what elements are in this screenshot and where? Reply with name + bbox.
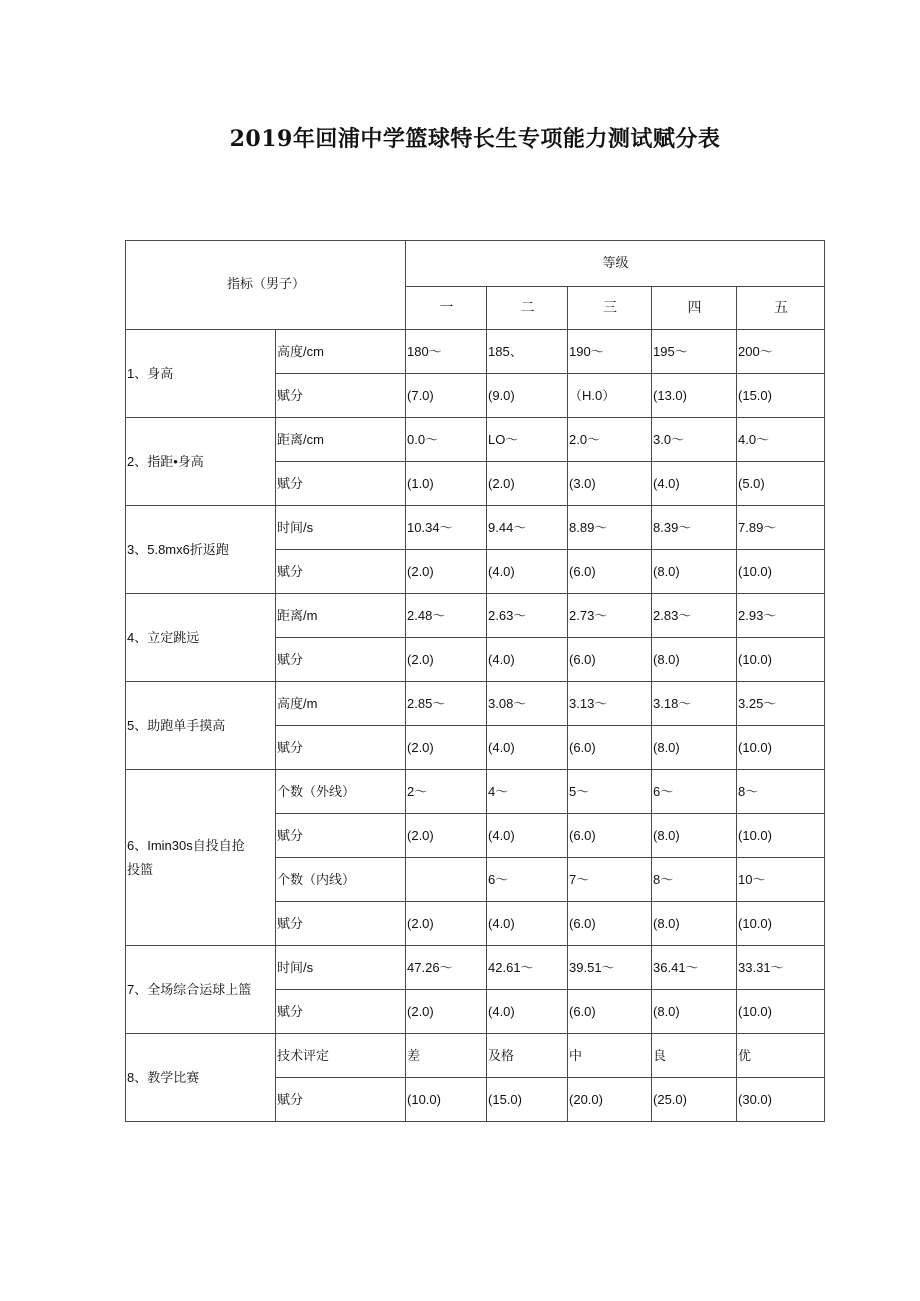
- grade-3: 三: [568, 287, 652, 330]
- metric-shooting: 6、Imin30s自投自抢 投篮: [126, 770, 276, 946]
- value-cell: 3.0～: [652, 418, 737, 462]
- value-cell: 2.83～: [652, 594, 737, 638]
- value-cell: 及格: [487, 1034, 568, 1078]
- table-row: [126, 770, 825, 814]
- value-cell: (10.0): [406, 1078, 487, 1122]
- value-cell: 0.0～: [406, 418, 487, 462]
- value-cell: LO～: [487, 418, 568, 462]
- sub-label: 赋分: [276, 550, 406, 594]
- value-cell: 47.26～: [406, 946, 487, 990]
- value-cell: 3.25～: [737, 682, 825, 726]
- indicator-header: 指标（男子）: [126, 241, 406, 330]
- sub-label: 时间/s: [276, 946, 406, 990]
- value-cell: (2.0): [406, 902, 487, 946]
- value-cell: (8.0): [652, 638, 737, 682]
- metric-teaching-match: 8、教学比赛: [126, 1034, 276, 1122]
- value-cell: 8～: [652, 858, 737, 902]
- value-cell: (13.0): [652, 374, 737, 418]
- sub-label: 赋分: [276, 902, 406, 946]
- value-cell: (6.0): [568, 990, 652, 1034]
- metric-shuttle-run: 3、5.8mx6折返跑: [126, 506, 276, 594]
- value-cell: 4～: [487, 770, 568, 814]
- sub-label: 高度/m: [276, 682, 406, 726]
- value-cell: (20.0): [568, 1078, 652, 1122]
- page-title: 2019年回浦中学篮球特长生专项能力测试赋分表: [229, 126, 721, 152]
- value-cell: (8.0): [652, 726, 737, 770]
- grade-4: 四: [652, 287, 737, 330]
- value-cell: (10.0): [737, 990, 825, 1034]
- value-cell: (4.0): [487, 990, 568, 1034]
- value-cell: 3.18～: [652, 682, 737, 726]
- grade-1: 一: [406, 287, 487, 330]
- value-cell: (4.0): [487, 550, 568, 594]
- sub-label: 距离/cm: [276, 418, 406, 462]
- value-cell: 良: [652, 1034, 737, 1078]
- value-cell: (10.0): [737, 902, 825, 946]
- value-cell: (5.0): [737, 462, 825, 506]
- value-cell: 185、: [487, 330, 568, 374]
- value-cell: 6～: [652, 770, 737, 814]
- value-cell: 差: [406, 1034, 487, 1078]
- value-cell: 42.61～: [487, 946, 568, 990]
- value-cell: 2.63～: [487, 594, 568, 638]
- grade-header: 等级: [406, 241, 825, 287]
- value-cell: (8.0): [652, 990, 737, 1034]
- metric-armspan: 2、指距•身高: [126, 418, 276, 506]
- score-table: [125, 240, 825, 1122]
- value-cell: 优: [737, 1034, 825, 1078]
- value-cell: (4.0): [487, 726, 568, 770]
- value-cell: 39.51～: [568, 946, 652, 990]
- value-cell: 9.44～: [487, 506, 568, 550]
- sub-label: 时间/s: [276, 506, 406, 550]
- value-cell: (8.0): [652, 814, 737, 858]
- value-cell: (8.0): [652, 550, 737, 594]
- table-row: [126, 594, 825, 638]
- value-cell: 10～: [737, 858, 825, 902]
- value-cell: 10.34～: [406, 506, 487, 550]
- value-cell: (2.0): [406, 990, 487, 1034]
- value-cell: (15.0): [737, 374, 825, 418]
- value-cell: 8～: [737, 770, 825, 814]
- value-cell: (4.0): [487, 902, 568, 946]
- value-cell: 180～: [406, 330, 487, 374]
- value-cell: (9.0): [487, 374, 568, 418]
- table-row: [126, 1034, 825, 1078]
- value-cell: (2.0): [406, 638, 487, 682]
- value-cell: 4.0～: [737, 418, 825, 462]
- value-cell: (8.0): [652, 902, 737, 946]
- value-cell: (6.0): [568, 902, 652, 946]
- value-cell: 2.85～: [406, 682, 487, 726]
- table-row: [126, 330, 825, 374]
- value-cell: (6.0): [568, 726, 652, 770]
- value-cell: 36.41～: [652, 946, 737, 990]
- value-cell: 中: [568, 1034, 652, 1078]
- sub-label: 赋分: [276, 638, 406, 682]
- value-cell: (7.0): [406, 374, 487, 418]
- value-cell: (2.0): [406, 550, 487, 594]
- value-cell: 200～: [737, 330, 825, 374]
- sub-label: 赋分: [276, 814, 406, 858]
- metric-touch-height: 5、助跑单手摸高: [126, 682, 276, 770]
- value-cell: (30.0): [737, 1078, 825, 1122]
- value-cell: 190～: [568, 330, 652, 374]
- value-cell: (10.0): [737, 726, 825, 770]
- value-cell: (2.0): [406, 814, 487, 858]
- value-cell: （H.0）: [568, 374, 652, 418]
- value-cell: (4.0): [652, 462, 737, 506]
- value-cell: (15.0): [487, 1078, 568, 1122]
- table-row: [126, 682, 825, 726]
- table-row: [126, 418, 825, 462]
- value-cell: 7～: [568, 858, 652, 902]
- sub-label: 赋分: [276, 462, 406, 506]
- value-cell: 3.13～: [568, 682, 652, 726]
- metric-long-jump: 4、立定跳远: [126, 594, 276, 682]
- value-cell: [406, 858, 487, 902]
- value-cell: 2.48～: [406, 594, 487, 638]
- value-cell: (10.0): [737, 550, 825, 594]
- table-row: [126, 946, 825, 990]
- value-cell: (4.0): [487, 638, 568, 682]
- grade-2: 二: [487, 287, 568, 330]
- value-cell: 2.73～: [568, 594, 652, 638]
- value-cell: 2～: [406, 770, 487, 814]
- value-cell: (6.0): [568, 814, 652, 858]
- value-cell: (10.0): [737, 638, 825, 682]
- value-cell: (4.0): [487, 814, 568, 858]
- value-cell: (6.0): [568, 550, 652, 594]
- table-row: [126, 506, 825, 550]
- value-cell: 3.08～: [487, 682, 568, 726]
- sub-label: 赋分: [276, 1078, 406, 1122]
- metric-height: 1、身高: [126, 330, 276, 418]
- grade-5: 五: [737, 287, 825, 330]
- value-cell: (6.0): [568, 638, 652, 682]
- value-cell: 8.89～: [568, 506, 652, 550]
- value-cell: 2.93～: [737, 594, 825, 638]
- value-cell: 6～: [487, 858, 568, 902]
- metric-dribble-layup: 7、全场综合运球上篮: [126, 946, 276, 1034]
- header-row-grade: [126, 241, 825, 287]
- sub-label: 高度/cm: [276, 330, 406, 374]
- value-cell: (2.0): [406, 726, 487, 770]
- sub-label: 赋分: [276, 726, 406, 770]
- value-cell: (3.0): [568, 462, 652, 506]
- value-cell: 8.39～: [652, 506, 737, 550]
- value-cell: 2.0～: [568, 418, 652, 462]
- value-cell: 5～: [568, 770, 652, 814]
- sub-label: 赋分: [276, 374, 406, 418]
- sub-label: 个数（外线）: [276, 770, 406, 814]
- value-cell: (2.0): [487, 462, 568, 506]
- sub-label: 距离/m: [276, 594, 406, 638]
- value-cell: 195～: [652, 330, 737, 374]
- value-cell: (1.0): [406, 462, 487, 506]
- value-cell: 7.89～: [737, 506, 825, 550]
- value-cell: (25.0): [652, 1078, 737, 1122]
- value-cell: (10.0): [737, 814, 825, 858]
- sub-label: 赋分: [276, 990, 406, 1034]
- sub-label: 个数（内线）: [276, 858, 406, 902]
- value-cell: 33.31～: [737, 946, 825, 990]
- sub-label: 技术评定: [276, 1034, 406, 1078]
